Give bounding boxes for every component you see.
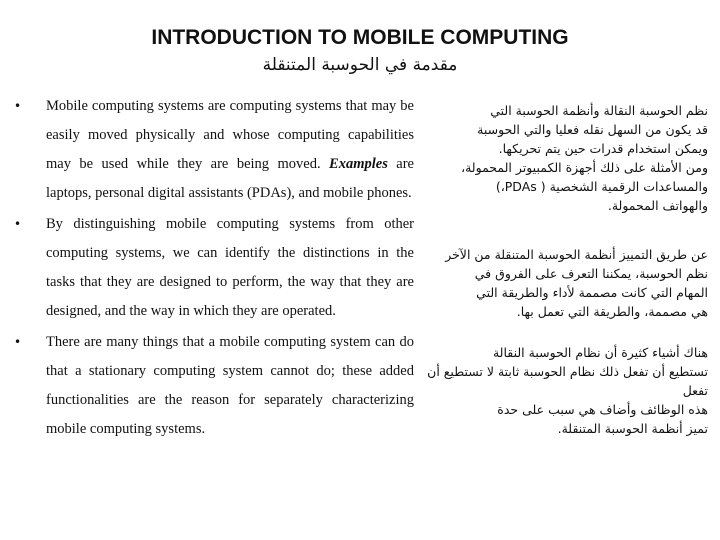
bullet-marker: •	[14, 217, 22, 231]
bullet-text: Mobile computing systems are computing systems that may be easily moved physically and whose computing capabilities may be used while they are being moved.	[46, 98, 414, 172]
arabic-line: تستطيع أن تفعل ذلك نظام الحوسبة ثابتة لا تستطيع أن	[427, 364, 708, 379]
bullet-text: By distinguishing mobile computing systems from other computing systems, we can identify the distinctions in the tasks that they are designed to perform, the way that they are designed, and the way in which they are operated.	[46, 216, 414, 319]
arabic-paragraph	[426, 245, 708, 321]
arabic-line: هذه الوظائف وأضاف هي سبب على حدة	[497, 402, 708, 417]
arabic-line: نظم الحوسبة النقالة وأنظمة الحوسبة التي	[490, 103, 708, 118]
arabic-line: قد يكون من السهل نقله فعليا والتي الحوسبة	[477, 122, 708, 137]
english-bullet-list	[14, 92, 414, 446]
arabic-line: والهواتف المحمولة.	[607, 198, 708, 213]
arabic-line: هناك أشياء كثيرة أن نظام الحوسبة النقالة	[492, 345, 708, 360]
arabic-line: ويمكن استخدام قدرات حين يتم تحريكها.	[498, 141, 708, 156]
arabic-line: نظم الحوسبة، يمكننا التعرف على الفروق في	[474, 266, 708, 281]
bullet-marker: •	[14, 335, 22, 349]
slide-subtitle-arabic: مقدمة في الحوسبة المتنقلة	[262, 55, 458, 75]
slide-title: INTRODUCTION TO MOBILE COMPUTING	[151, 26, 569, 49]
bullet-emphasis: Examples	[329, 156, 388, 172]
english-bullet-item	[14, 210, 414, 326]
bullet-text: There are many things that a mobile computing system can do that a stationary computing system cannot do; these added functionalities are the reason for separately characterizing mobile computing systems.	[46, 334, 414, 437]
arabic-line: المهام التي كانت مصممة لأداء والطريقة التي	[476, 285, 708, 300]
english-bullet-item	[14, 328, 414, 444]
arabic-line: تميز أنظمة الحوسبة المتنقلة.	[557, 421, 708, 436]
bullet-marker: •	[14, 99, 22, 113]
arabic-paragraph	[426, 101, 708, 215]
arabic-line: هي مصممة، والطريقة التي تعمل بها.	[516, 304, 708, 319]
arabic-line: والمساعدات الرقمية الشخصية ( PDAs،)	[495, 179, 708, 194]
english-bullet-item	[14, 92, 414, 208]
arabic-line: تفعل	[682, 383, 708, 398]
arabic-line: عن طريق التمييز أنظمة الحوسبة المتنقلة من الآخر	[445, 247, 708, 262]
arabic-paragraph	[426, 343, 708, 438]
arabic-line: ومن الأمثلة على ذلك أجهزة الكمبيوتر المحمولة،	[461, 160, 708, 175]
bullet-text-continued: are laptops, personal digital assistants (PDAs), and mobile phones.	[46, 156, 414, 201]
